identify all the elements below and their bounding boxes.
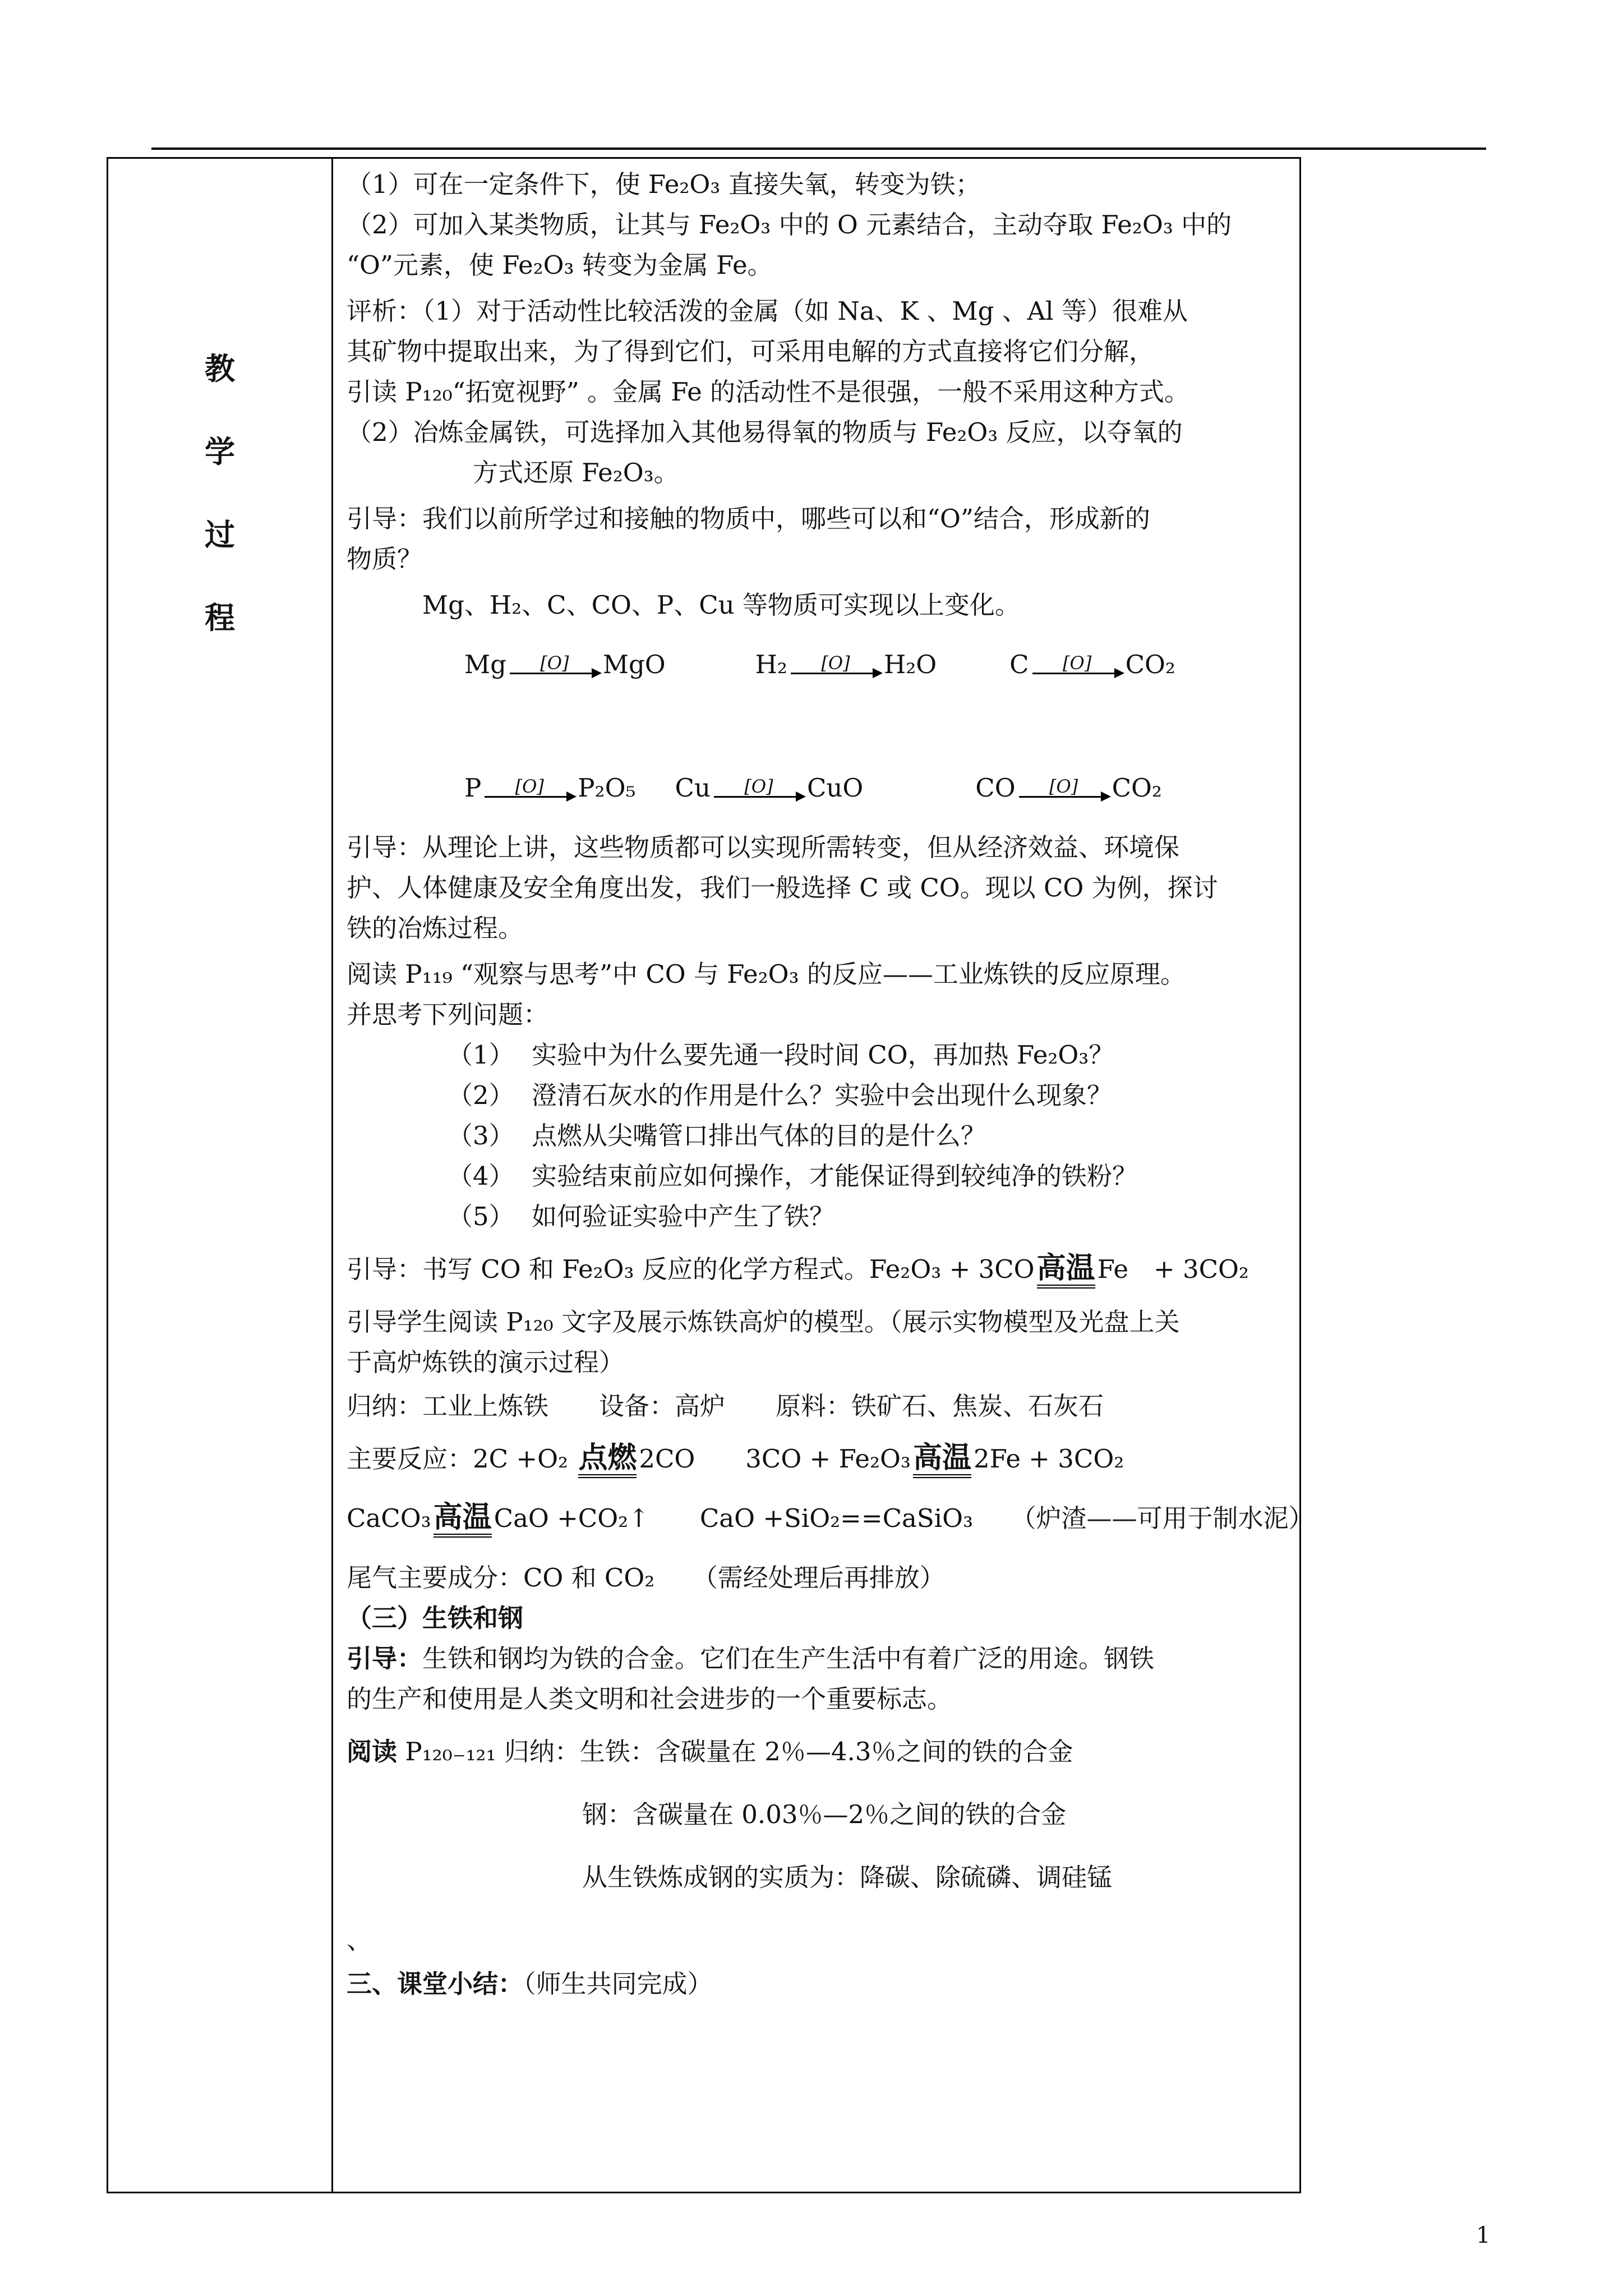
arrow-label: [O] [1049,775,1078,797]
text-line: （2）可加入某类物质，让其与 Fe₂O₃ 中的 O 元素结合，主动夺取 Fe₂O₃ 中的 [347,210,1232,240]
question-item [347,1156,1297,1197]
text-line: 并思考下列问题： [347,1000,549,1029]
text-line: 、 [347,1925,372,1955]
arrow-label: [O] [1062,652,1092,674]
text-body: 生铁和钢均为铁的合金。它们在生产生活中有着广泛的用途。钢铁 [422,1644,1155,1673]
reaction-row-2 [347,754,1297,822]
question-number: （1） [448,1040,514,1070]
question-number: （2） [448,1080,514,1110]
equation-text: 2CO 3CO + Fe₂O₃ [639,1444,911,1474]
reaction [1009,645,1175,685]
question-text: 实验中为什么要先通一段时间 CO，再加热 Fe₂O₃？ [532,1040,1114,1070]
arrow-icon [485,777,574,800]
text-line: Mg、H₂、C、CO、P、Cu 等物质可实现以上变化。 [422,590,1020,620]
text-line: 铁的冶炼过程。 [347,913,524,943]
text-line: 其矿物中提取出来，为了得到它们，可采用电解的方式直接将它们分解， [347,337,1155,366]
text-line [347,1964,1297,2004]
reactant: Mg [464,650,506,679]
arrow-icon [714,777,804,800]
label-char: 教 [205,351,235,386]
arrow-icon [791,654,880,677]
text-line: 护、人体健康及安全角度出发，我们一般选择 C 或 CO。现以 CO 为例，探讨 [347,873,1218,903]
text-body: （师生共同完成） [523,1969,713,1999]
text-line: 从生铁炼成钢的实质为：降碳、除硫磷、调硅锰 [582,1862,1113,1892]
question-item [347,1075,1297,1116]
condition-label: 点燃 [578,1442,637,1478]
column-divider [331,159,333,2192]
equation-main-reactions [347,1439,1297,1479]
label-char: 程 [205,600,235,636]
section-label-teaching-process [108,159,331,664]
question-text: 澄清石灰水的作用是什么？实验中会出现什么现象？ [532,1080,1113,1110]
arrow-label: [O] [540,652,569,674]
reactant: C [1009,650,1029,679]
text-line: 尾气主要成分：CO 和 CO₂ （需经处理后再排放） [347,1563,945,1593]
equation-text: Fe + 3CO₂ [1097,1254,1249,1284]
arrow-label: [O] [515,775,544,797]
lesson-table [107,157,1314,2193]
text-label: 阅读 [347,1737,398,1766]
question-text: 点燃从尖嘴管口排出气体的目的是什么？ [532,1121,986,1151]
equation-caco3 [347,1498,1314,1539]
text-label: 引导： [347,1644,423,1673]
equation-text: CaO +CO₂↑ CaO +SiO₂==CaSiO₃ （炉渣——可用于制水泥） [494,1503,1314,1533]
equation-co-fe2o3 [347,1249,1297,1290]
product: H₂O [883,650,937,679]
text-line: “O”元素，使 Fe₂O₃ 转变为金属 Fe。 [347,250,773,280]
condition-label: 高温 [434,1501,492,1538]
reaction-row-1 [347,631,1297,698]
equation-text: 2Fe + 3CO₂ [973,1444,1124,1474]
question-number: （3） [448,1121,514,1151]
text-body: P₁₂₀₋₁₂₁ 归纳：生铁：含碳量在 2％—4.3％之间的铁的合金 [397,1737,1073,1766]
header-rule [151,148,1486,150]
condition-label: 高温 [1037,1252,1095,1289]
text-label: 三、课堂小结： [347,1969,524,1999]
text-line: 的生产和使用是人类文明和社会进步的一个重要标志。 [347,1684,953,1714]
label-char: 过 [205,517,235,553]
text-line: 引导学生阅读 P₁₂₀ 文字及展示炼铁高炉的模型。（展示实物模型及光盘上关 [347,1307,1180,1337]
arrow-icon [1032,654,1122,677]
product: P₂O₅ [578,773,636,803]
text-line: 引导：我们以前所学过和接触的物质中，哪些可以和“O”结合，形成新的 [347,504,1150,533]
arrow-label: [O] [821,652,850,674]
reaction [755,645,937,685]
text-line: 评析：（1）对于活动性比较活泼的金属（如 Na、K 、Mg 、Al 等）很难从 [347,296,1188,326]
page-number: 1 [1476,2223,1491,2248]
reaction [464,645,666,685]
reaction [675,768,864,808]
text-line: （2）冶炼金属铁，可选择加入其他易得氧的物质与 Fe₂O₃ 反应，以夺氧的 [347,417,1183,447]
equation-text: CaCO₃ [347,1503,431,1533]
arrow-label: [O] [744,775,773,797]
reactant: P [464,773,482,803]
equation-text: 引导：书写 CO 和 Fe₂O₃ 反应的化学方程式。Fe₂O₃ + 3CO [347,1254,1035,1284]
text-line: 归纳：工业上炼铁 设备：高炉 原料：铁矿石、焦炭、石灰石 [347,1391,1104,1421]
text-line: 于高炉炼铁的演示过程） [347,1347,625,1377]
reactant: CO [975,773,1016,803]
text-line: 引读 P₁₂₀“拓宽视野” 。金属 Fe 的活动性不是很强，一般不采用这种方式。 [347,377,1190,407]
product: CO₂ [1112,773,1162,803]
reactant: H₂ [755,650,787,679]
question-item [347,1035,1297,1075]
reactant: Cu [675,773,711,803]
product: MgO [602,650,666,679]
question-number: （4） [448,1161,514,1191]
text-line [347,1732,1297,1772]
text-line: 引导：从理论上讲，这些物质都可以实现所需转变，但从经济效益、环境保 [347,832,1180,862]
condition-label: 高温 [913,1442,971,1478]
question-list [347,1035,1297,1237]
arrow-icon [510,654,600,677]
question-text: 实验结束前应如何操作，才能保证得到较纯净的铁粉？ [532,1161,1138,1191]
text-line [347,1639,1297,1679]
arrow-icon [1019,777,1109,800]
product: CuO [806,773,864,803]
text-line: 钢：含碳量在 0.03％—2％之间的铁的合金 [582,1800,1067,1829]
text-line: 物质？ [347,544,423,574]
equation-text: 主要反应：2C +O₂ [347,1444,569,1474]
text-line: 阅读 P₁₁₉ “观察与思考”中 CO 与 Fe₂O₃ 的反应——工业炼铁的反应原理。 [347,959,1186,989]
text-line: 方式还原 Fe₂O₃。 [473,458,679,487]
content-column [347,159,1314,2004]
label-char: 学 [205,434,235,470]
question-item [347,1116,1297,1156]
question-item [347,1197,1297,1237]
product: CO₂ [1125,650,1175,679]
question-text: 如何验证实验中产生了铁？ [532,1202,835,1231]
reaction [464,768,636,808]
text-line: （1）可在一定条件下，使 Fe₂O₃ 直接失氧，转变为铁； [347,169,981,199]
question-number: （5） [448,1202,514,1231]
section-heading: （三）生铁和钢 [347,1603,524,1633]
reaction [975,768,1162,808]
